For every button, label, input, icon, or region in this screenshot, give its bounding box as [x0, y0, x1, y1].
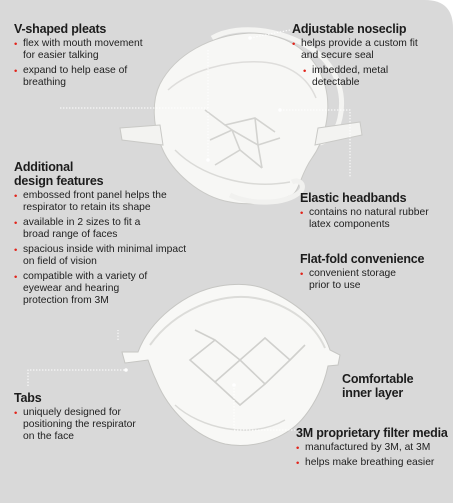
bullet-icon: •: [14, 244, 18, 256]
bullet-text: helps provide a custom fit and secure seal: [301, 38, 418, 62]
bullet-text: compatible with a variety of eyewear and hearing protection from 3M: [23, 270, 148, 307]
callout-filter-media: [296, 426, 451, 471]
callout-bullet: [14, 271, 192, 308]
bullet-text: convenient storage prior to use: [309, 268, 397, 292]
callout-title: Tabs: [14, 391, 42, 405]
bullet-icon: •: [303, 65, 307, 77]
bullet-icon: •: [300, 269, 304, 280]
bullet-text: spacious inside with minimal impact on field of vision: [23, 243, 187, 268]
callout-v-pleats: [14, 22, 184, 92]
bullet-icon: •: [300, 208, 304, 219]
callout-tabs: [14, 391, 174, 446]
callout-bullet: [300, 207, 450, 231]
bullet-icon: •: [14, 217, 18, 229]
callout-title-line2: inner layer: [342, 386, 404, 400]
callout-title-line2: design features: [14, 174, 104, 188]
bullet-text: manufactured by 3M, at 3M: [305, 442, 431, 453]
callout-headbands: [300, 191, 450, 234]
callout-title: Flat-fold convenience: [300, 252, 425, 266]
bullet-icon: •: [14, 408, 18, 419]
callout-bullet: [14, 190, 192, 214]
callout-bullet: [14, 38, 184, 62]
callout-bullet: [300, 268, 450, 292]
bullet-text: contains no natural rubber latex components: [309, 207, 429, 231]
bullet-icon: •: [14, 191, 18, 202]
bullet-text: uniquely designed for positioning the respirator on the face: [23, 407, 136, 443]
callout-inner-layer: [342, 372, 442, 400]
callout-bullet: [14, 65, 184, 89]
callout-bullet: [296, 457, 451, 469]
callout-title: V-shaped pleats: [14, 22, 107, 36]
callout-noseclip: [292, 22, 442, 92]
bullet-icon: •: [14, 271, 18, 283]
bullet-icon: •: [14, 39, 18, 50]
callout-title-line1: Additional: [14, 160, 74, 174]
callout-additional-features: [14, 160, 192, 310]
callout-bullet: [14, 217, 192, 241]
callout-bullet: [14, 407, 174, 444]
bullet-icon: •: [296, 457, 300, 469]
callout-bullet: [292, 38, 442, 62]
bullet-text: helps make breathing easier: [305, 456, 435, 468]
callout-title: Elastic headbands: [300, 191, 407, 205]
callout-title: 3M proprietary filter media: [296, 426, 448, 440]
bullet-icon: •: [296, 443, 300, 454]
bullet-text: available in 2 sizes to fit a broad range of faces: [23, 216, 141, 241]
bullet-icon: •: [14, 65, 18, 77]
callout-title-line1: Comfortable: [342, 372, 414, 386]
callout-flat-fold: [300, 252, 450, 295]
bullet-text: embossed front panel helps the respirator to retain its shape: [23, 190, 167, 214]
bullet-text: expand to help ease of breathing: [23, 64, 128, 89]
bullet-text: imbedded, metal detectable: [312, 64, 389, 89]
callout-sub-bullet: [292, 65, 442, 89]
callout-bullet: [14, 244, 192, 268]
callout-bullet: [296, 442, 451, 454]
callout-title: Adjustable noseclip: [292, 22, 407, 36]
bullet-text: flex with mouth movement for easier talking: [23, 38, 143, 62]
bullet-icon: •: [292, 39, 296, 50]
